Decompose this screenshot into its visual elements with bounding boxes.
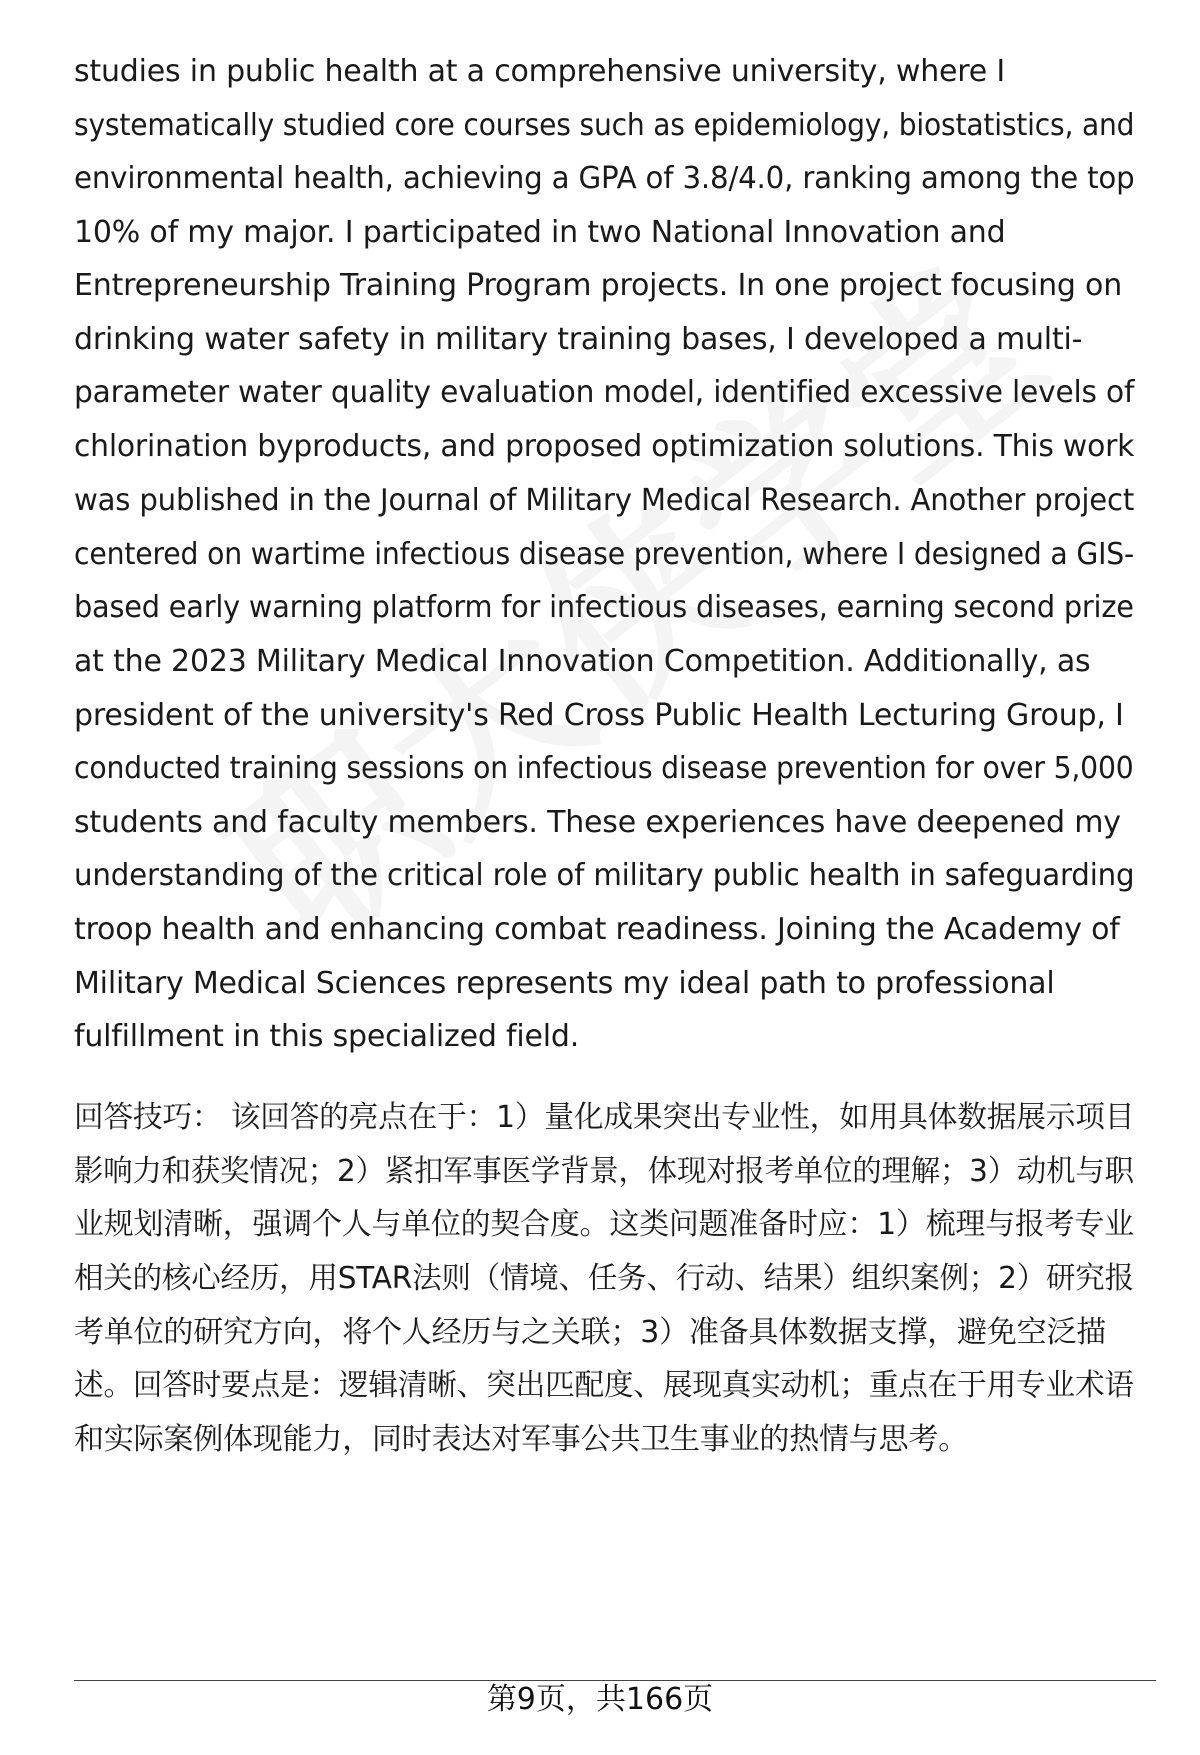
paragraph-line: understanding of the critical role of military public health in safeguarding bbox=[74, 858, 1135, 893]
tips-line: 考单位的研究方向，将个人经历与之关联；3）准备具体数据支撑，避免空泛描 bbox=[74, 1315, 1107, 1350]
paragraph-line: fulfillment in this specialized field. bbox=[74, 1019, 580, 1054]
paragraph-line: Entrepreneurship Training Program projects. In one project focusing on bbox=[74, 268, 1123, 303]
paragraph-line: was published in the Journal of Military Medical Research. Another project bbox=[74, 483, 1135, 518]
paragraph-line: systematically studied core courses such as epidemiology, biostatistics, and bbox=[74, 108, 1135, 143]
paragraph-line: troop health and enhancing combat readiness. Joining the Academy of bbox=[74, 912, 1120, 947]
page-number: 第9页，共166页 bbox=[486, 1682, 714, 1717]
tips-line: 业规划清晰，强调个人与单位的契合度。这类问题准备时应：1）梳理与报考专业 bbox=[74, 1207, 1134, 1242]
paragraph-line: president of the university's Red Cross Public Health Lecturing Group, I bbox=[74, 698, 1124, 733]
tips-line: 述。回答时要点是：逻辑清晰、突出匹配度、展现真实动机；重点在于用专业术语 bbox=[74, 1368, 1134, 1403]
paragraph-line: conducted training sessions on infectious disease prevention for over 5,000 bbox=[74, 751, 1134, 786]
tips-line: 和实际案例体现能力，同时表达对军事公共卫生事业的热情与思考。 bbox=[74, 1422, 968, 1457]
paragraph-line: students and faculty members. These experiences have deepened my bbox=[74, 805, 1121, 840]
paragraph-line: based early warning platform for infectious diseases, earning second prize bbox=[74, 590, 1134, 625]
paragraph-line: drinking water safety in military training bases, I developed a multi- bbox=[74, 322, 1083, 357]
tips-line: 回答技巧： 该回答的亮点在于：1）量化成果突出专业性，如用具体数据展示项目 bbox=[74, 1100, 1135, 1135]
paragraph-line: Military Medical Sciences represents my ideal path to professional bbox=[74, 966, 1055, 1001]
paragraph-line: chlorination byproducts, and proposed optimization solutions. This work bbox=[74, 429, 1135, 464]
paragraph-line: parameter water quality evaluation model, identified excessive levels of bbox=[74, 375, 1135, 410]
paragraph-line: environmental health, achieving a GPA of 3.8/4.0, ranking among the top bbox=[74, 161, 1135, 196]
tips-line: 相关的核心经历，用STAR法则（情境、任务、行动、结果）组织案例；2）研究报 bbox=[74, 1261, 1134, 1296]
paragraph-line: 10% of my major. I participated in two National Innovation and bbox=[74, 215, 1006, 250]
paragraph-line: studies in public health at a comprehensive university, where I bbox=[74, 54, 1006, 89]
tips-line: 影响力和获奖情况；2）紧扣军事医学背景，体现对报考单位的理解；3）动机与职 bbox=[74, 1154, 1134, 1189]
paragraph-line: centered on wartime infectious disease prevention, where I designed a GIS- bbox=[74, 537, 1135, 572]
paragraph-line: at the 2023 Military Medical Innovation Competition. Additionally, as bbox=[74, 644, 1091, 679]
